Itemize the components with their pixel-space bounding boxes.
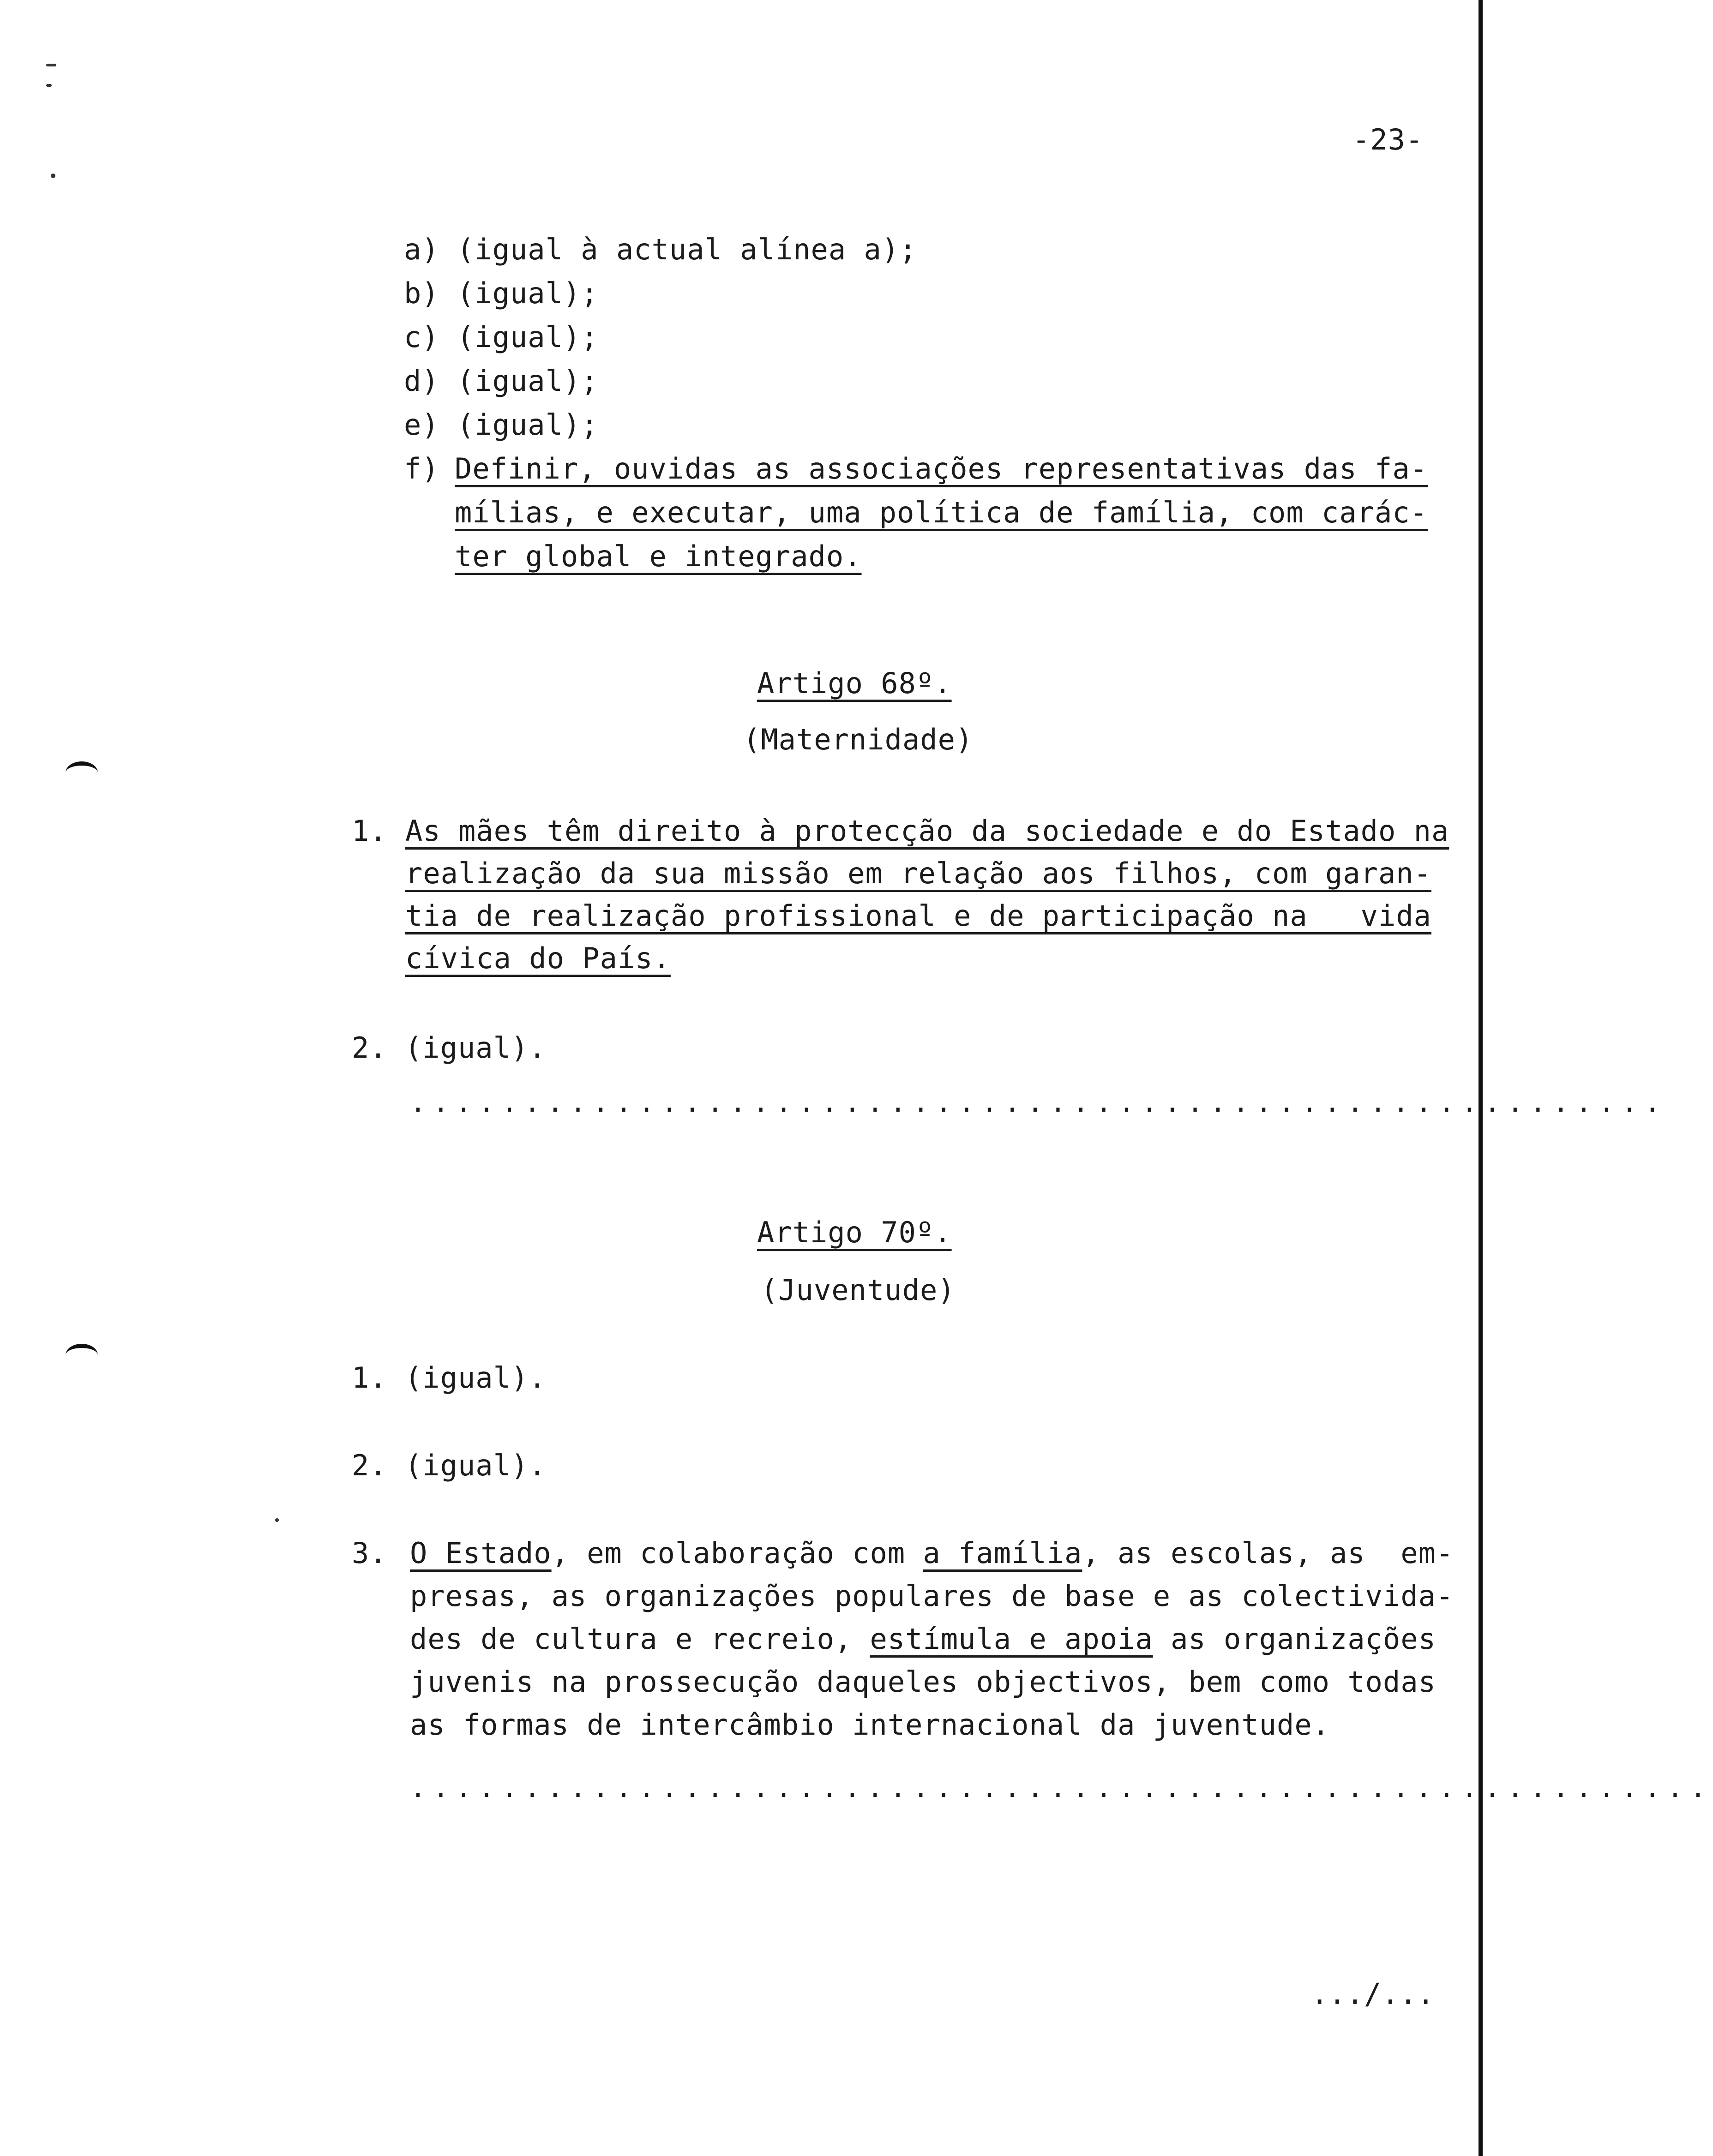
paragraph-text-line: as formas de intercâmbio internacional da juventude. <box>410 1708 1330 1742</box>
paragraph: 2. (igual). <box>352 1449 547 1482</box>
article-heading: Artigo 70º. <box>757 1216 952 1249</box>
margin-tick <box>46 64 56 66</box>
margin-tick <box>46 84 52 87</box>
amendment-text-line: ter global e integrado. <box>455 539 862 573</box>
article-subheading: (Juventude) <box>761 1273 956 1307</box>
paragraph-number: 3. <box>352 1536 387 1570</box>
paragraph-text-line: des de cultura e recreio, estímula e apoia as organizações <box>410 1622 1436 1656</box>
list-item-text: (igual); <box>457 276 599 310</box>
page-number: -23- <box>1352 123 1424 156</box>
list-item-label: b) <box>404 276 439 310</box>
margin-dot <box>275 1518 279 1522</box>
list-item-text: (igual); <box>457 320 599 354</box>
list-item-label: f) <box>404 452 439 485</box>
underlined-phrase: a família <box>923 1536 1082 1570</box>
list-item-label: e) <box>404 408 439 442</box>
paragraph: 1. (igual). <box>352 1361 547 1395</box>
punch-hole-mark <box>66 761 98 784</box>
paragraph-text-line: presas, as organizações populares de base e as colectivida- <box>410 1579 1454 1613</box>
paragraph-text-line: O Estado, em colaboração com a família, as escolas, as em- <box>410 1536 1454 1570</box>
paragraph: 2. (igual). <box>352 1031 547 1065</box>
list-item-text: (igual); <box>457 364 599 398</box>
amendment-text-line: Definir, ouvidas as associações representativas das fa- <box>455 452 1428 485</box>
paragraph-number: 1. <box>352 814 387 848</box>
underlined-phrase: estímula e apoia <box>870 1622 1153 1656</box>
amendment-text-line: cívica do País. <box>405 941 671 975</box>
amendment-text-line: tia de realização profissional e de participação na vida <box>405 899 1431 933</box>
list-item-label: c) <box>404 320 439 354</box>
article-subheading: (Maternidade) <box>743 723 974 756</box>
amendment-text-line: mílias, e executar, uma política de família, com carác- <box>455 496 1428 529</box>
list-item-label: d) <box>404 364 439 398</box>
page-edge-rule <box>1479 0 1483 2156</box>
list-item-label: a) <box>404 233 439 266</box>
amendment-text-line: As mães têm direito à protecção da sociedade e do Estado na <box>405 814 1449 848</box>
list-item-text: (igual); <box>457 408 599 442</box>
list-item-text: (igual à actual alínea a); <box>457 233 917 266</box>
omission-dots: ....................................................... <box>410 1087 1667 1118</box>
underlined-phrase: O Estado <box>410 1536 552 1570</box>
article-heading: Artigo 68º. <box>757 666 952 700</box>
amendment-text-line: realização da sua missão em relação aos filhos, com garan- <box>405 856 1431 890</box>
omission-dots: ......................................................... <box>410 1772 1713 1803</box>
punch-hole-mark <box>66 1344 98 1366</box>
continuation-marker: .../... <box>1311 1977 1435 2011</box>
margin-dot <box>51 174 55 178</box>
paragraph-text-line: juvenis na prossecução daqueles objectivos, bem como todas <box>410 1665 1436 1699</box>
